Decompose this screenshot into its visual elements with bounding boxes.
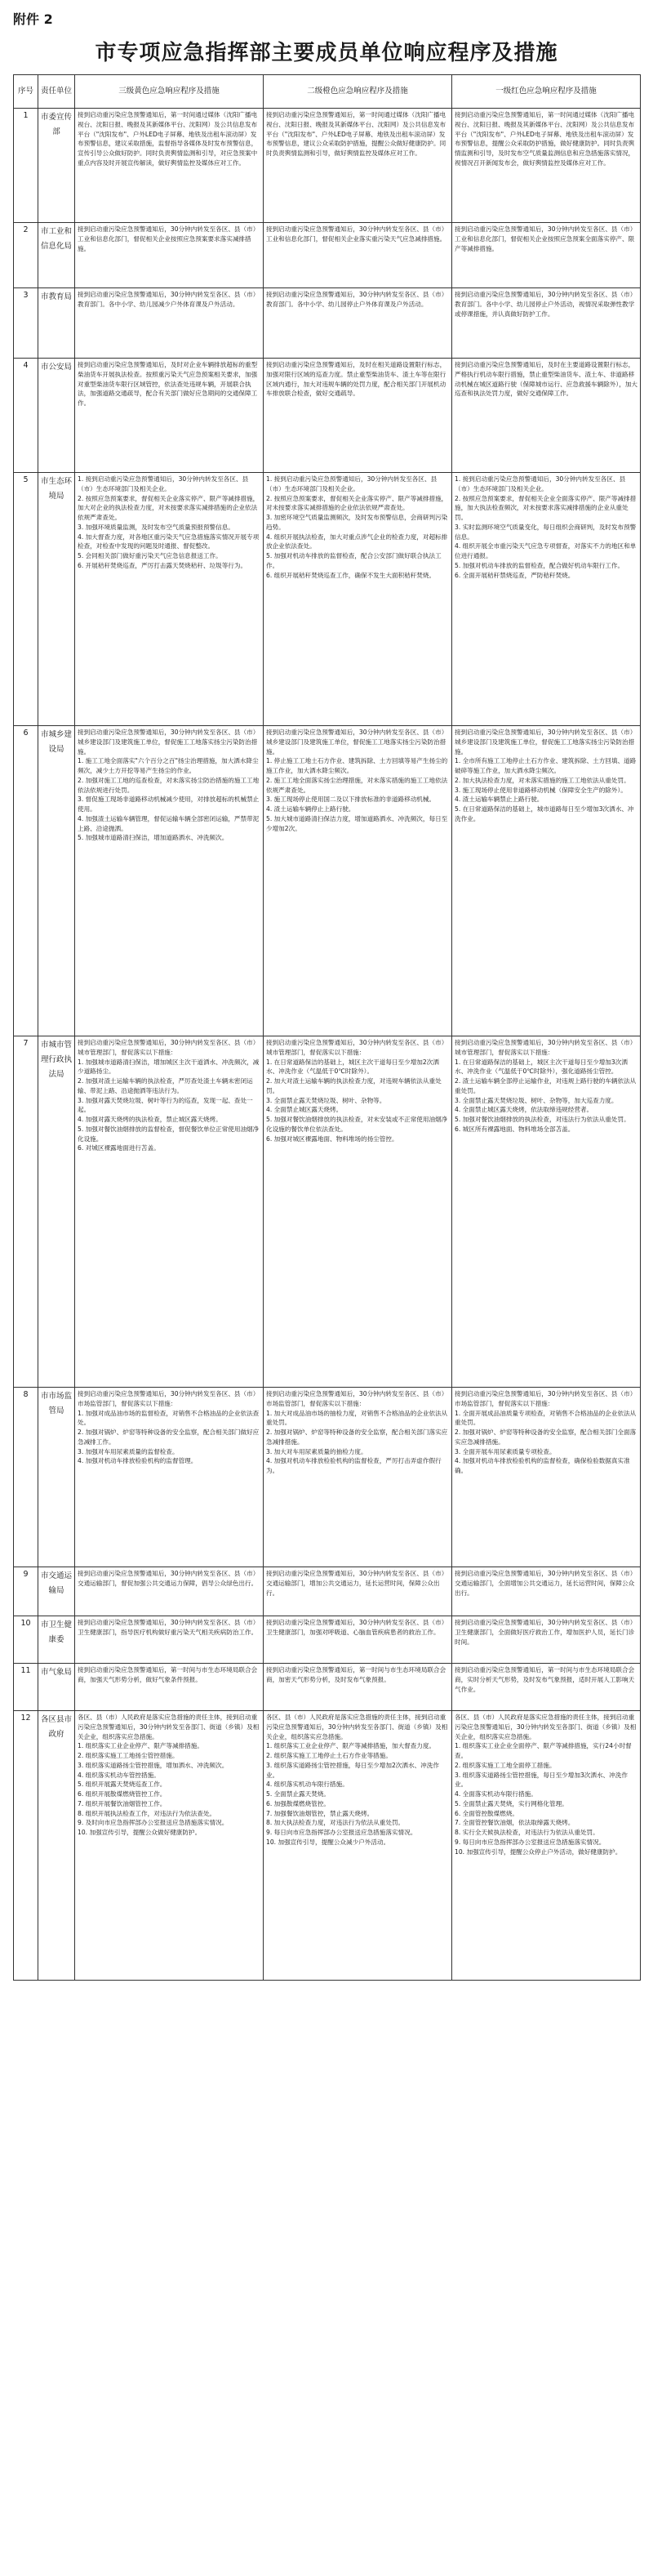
row-seq: 4 [14, 359, 38, 473]
row-level1: 接到启动重污染应急预警通知后，30分钟内转发至各区、县（市）城乡建设部门及建筑施工单位，督促施工工地落实扬尘污染防治措施。 1. 全市所有施工工地停止土石方作业、建筑拆除、土方回填、道路破碎等施工作业，加大洒水降尘频次。 2. 加大执法检查力度，对未落实措施的施工工地依法从重处罚。 3. 施工现场停止使用非道路移动机械（保障安全生产的除外）。 4. 渣土运输车辆禁止上路行驶。 5. 在日常道路保洁的基础上，城市道路每日至少增加3次洒水、冲洗作业。 [452, 726, 641, 1036]
row-seq: 3 [14, 288, 38, 359]
row-seq: 9 [14, 1567, 38, 1616]
row-level2: 接到启动重污染应急预警通知后，30分钟内转发至各区、县（市）工业和信息化部门，督促相关企业落实重污染天气应急减排措施。 [264, 223, 452, 288]
table-row [14, 726, 641, 1036]
table-row [14, 109, 641, 223]
row-level3: 接到启动重污染应急预警通知后，第一时间与市生态环境局联合会商，加强天气形势分析，做好气象条件预报。 [75, 1664, 264, 1711]
row-level2: 接到启动重污染应急预警通知后，第一时间与市生态环境局联合会商，加密天气形势分析，及时发布气象预报。 [264, 1664, 452, 1711]
table-row [14, 1036, 641, 1388]
row-level1: 接到启动重污染应急预警通知后，30分钟内转发至各区、县（市）城市管理部门，督促落实以下措施： 1. 在日常道路保洁的基础上，城区主次干道每日至少增加3次洒水、冲洗作业（气温低于0℃时除外），强化道路扬尘管控。 2. 渣土运输车辆全部停止运输作业，对违规上路行驶的车辆依法从重处罚。 3. 全面禁止露天焚烧垃圾、树叶、杂物等，加大巡查力度。 4. 全面禁止城区露天烧烤，依法取缔违规经营者。 5. 加强对餐饮油烟排放的执法检查，对违法行为依法从重处罚。 6. 城区所有裸露地面、物料堆场全部苫盖。 [452, 1036, 641, 1388]
row-level3: 接到启动重污染应急预警通知后，30分钟内转发至各区、县（市）工业和信息化部门，督促相关企业按照应急预案要求落实减排措施。 [75, 223, 264, 288]
row-level3: 接到启动重污染应急预警通知后，30分钟内转发至各区、县（市）卫生健康部门，指导医疗机构做好重污染天气相关疾病防治工作。 [75, 1616, 264, 1664]
header-seq: 序号 [14, 75, 38, 109]
row-unit: 市工业和信息化局 [38, 223, 75, 288]
row-level2: 接到启动重污染应急预警通知后，30分钟内转发至各区、县（市）市场监管部门，督促落实以下措施： 1. 加大对成品油市场的抽检力度，对销售不合格油品的企业依法从重处罚。 2. 加强对锅炉、炉窑等特种设备的安全监察，配合相关部门落实应急减排措施。 3. 加大对车用尿素质量的抽检力度。 4. 加强对机动车排放检验机构的监督检查，严厉打击弄虚作假行为。 [264, 1388, 452, 1567]
table-row [14, 1664, 641, 1711]
row-level1: 接到启动重污染应急预警通知后，及时在主要道路设置限行标志，严格执行机动车限行措施，禁止重型柴油货车、渣土车、非道路移动机械在城区道路行驶（保障城市运行、应急救援车辆除外），加大巡查和执法处罚力度，做好交通保障工作。 [452, 359, 641, 473]
row-unit: 市城乡建设局 [38, 726, 75, 1036]
row-seq: 12 [14, 1711, 38, 1981]
row-level3: 接到启动重污染应急预警通知后，30分钟内转发至各区、县（市）教育部门。各中小学、幼儿园减少户外体育课及户外活动。 [75, 288, 264, 359]
row-level1: 接到启动重污染应急预警通知后，30分钟内转发至各区、县（市）卫生健康部门，全面做好医疗救治工作，增加医护人员，延长门诊时间。 [452, 1616, 641, 1664]
row-level2: 接到启动重污染应急预警通知后，30分钟内转发至各区、县（市）卫生健康部门，加强对呼吸道、心脑血管疾病患者的救治工作。 [264, 1616, 452, 1664]
table-row [14, 473, 641, 726]
page-title: 市专项应急指挥部主要成员单位响应程序及措施 [95, 41, 558, 65]
table-row [14, 359, 641, 473]
row-unit: 市教育局 [38, 288, 75, 359]
row-unit: 市市场监管局 [38, 1388, 75, 1567]
header-level2: 二级橙色应急响应程序及措施 [264, 75, 452, 109]
row-seq: 7 [14, 1036, 38, 1388]
row-level2: 接到启动重污染应急预警通知后，及时在相关道路设置限行标志，加强对限行区域的巡查力度。禁止重型柴油货车、渣土车等在限行区域内通行，加大对违规车辆的处罚力度，配合相关部门开展机动车排放联合检查，做好交通疏导。 [264, 359, 452, 473]
table-row [14, 1616, 641, 1664]
row-seq: 5 [14, 473, 38, 726]
row-unit: 市交通运输局 [38, 1567, 75, 1616]
row-unit: 市公安局 [38, 359, 75, 473]
row-level2: 1. 接到启动重污染应急预警通知后，30分钟内转发至各区、县（市）生态环境部门及相关企业。 2. 按照应急预案要求，督促相关企业落实停产、限产等减排措施，对未按要求落实减排措施的企业依法依规严肃查处。 3. 加密环境空气质量监测频次，及时发布预警信息，会商研判污染趋势。 4. 组织开展执法检查，加大对重点涉气企业的检查力度，对超标排放企业依法查处。 5. 加强对机动车排放的监督检查，配合公安部门做好联合执法工作。 6. 组织开展秸秆焚烧巡查工作，确保不发生大面积秸秆焚烧。 [264, 473, 452, 726]
row-level3: 1. 接到启动重污染应急预警通知后，30分钟内转发至各区、县（市）生态环境部门及相关企业。 2. 按照应急预案要求，督促相关企业落实停产、限产等减排措施，加大对企业的执法检查力度，对未按要求落实减排措施的企业依法依规严肃查处。 3. 加强环境质量监测，及时发布空气质量预报预警信息。 4. 加大督查力度，对各地区重污染天气应急措施落实情况开展专项检查，对检查中发现的问题及时通报、督促整改。 5. 会同相关部门做好重污染天气应急信息报送工作。 6. 开展秸秆焚烧巡查，严厉打击露天焚烧秸秆、垃圾等行为。 [75, 473, 264, 726]
row-level3: 接到启动重污染应急预警通知后，及时对企业车辆排放超标的重型柴油货车开展执法检查。按照重污染天气应急预案相关要求，加强对重型柴油货车限行区域管控，依法查处违规车辆，开展联合执法，加强道路交通疏导，配合有关部门做好应急期间的交通保障工作。 [75, 359, 264, 473]
row-level1: 接到启动重污染应急预警通知后，30分钟内转发至各区、县（市）市场监管部门，督促落实以下措施： 1. 全面开展成品油质量专项检查，对销售不合格油品的企业依法从重处罚。 2. 加强对锅炉、炉窑等特种设备的安全监察，配合相关部门全面落实应急减排措施。 3. 全面开展车用尿素质量专项检查。 4. 加强对机动车排放检验机构的监督检查，确保检验数据真实准确。 [452, 1388, 641, 1567]
row-level1: 接到启动重污染应急预警通知后，第一时间通过媒体（沈阳广播电视台、沈阳日报、晚报及其新媒体平台、沈阳网）及公共信息发布平台（"沈阳发布"、户外LED电子屏幕、地铁及出租车滚动屏）发布预警信息，提醒公众采取防护措施，做好健康防护。同时负责舆情监测和引导，及时发布空气质量监测信息和应急措施落实情况，视情况召开新闻发布会，做好舆情监控及媒体应对工作。 [452, 109, 641, 223]
header-unit: 责任单位 [38, 75, 75, 109]
header-level3: 三级黄色应急响应程序及措施 [75, 75, 264, 109]
row-level1: 接到启动重污染应急预警通知后，30分钟内转发至各区、县（市）工业和信息化部门，督促相关企业按照应急预案全面落实停产、限产等减排措施。 [452, 223, 641, 288]
row-level3: 接到启动重污染应急预警通知后，第一时间通过媒体（沈阳广播电视台、沈阳日报、晚报及其新媒体平台、沈阳网）及公共信息发布平台（"沈阳发布"、户外LED电子屏幕、地铁及出租车滚动屏）发布预警信息，建议采取措施，监督指导各媒体及时发布预警信息，宣传引导公众做好防护。同时负责舆情监测和引导，对应急预案中重点内容及时开展宣传解读，做好舆情监控及媒体应对工作。 [75, 109, 264, 223]
row-level3: 接到启动重污染应急预警通知后，30分钟内转发至各区、县（市）城乡建设部门及建筑施工单位，督促施工工地落实扬尘污染防治措施。 1. 施工工地全面落实"六个百分之百"扬尘治理措施，加大洒水降尘频次，减少土方开挖等易产生扬尘的作业。 2. 加强对施工工地的巡查检查，对未落实扬尘防治措施的施工工地依法依规进行处罚。 3. 督促施工现场非道路移动机械减少使用，对排放超标的机械禁止使用。 4. 加强渣土运输车辆管理，督促运输车辆全部密闭运输，严禁带泥上路、沿途抛洒。 5. 加强城市道路清扫保洁，增加道路洒水、冲洗频次。 [75, 726, 264, 1036]
row-level3: 接到启动重污染应急预警通知后，30分钟内转发至各区、县（市）市场监管部门，督促落实以下措施： 1. 加强对成品油市场的监督检查，对销售不合格油品的企业依法查处。 2. 加强对锅炉、炉窑等特种设备的安全监察，配合相关部门做好应急减排工作。 3. 加强对车用尿素质量的监督检查。 4. 加强对机动车排放检验机构的监督管理。 [75, 1388, 264, 1567]
row-seq: 2 [14, 223, 38, 288]
row-level2: 接到启动重污染应急预警通知后，第一时间通过媒体（沈阳广播电视台、沈阳日报、晚报及其新媒体平台、沈阳网）及公共信息发布平台（"沈阳发布"、户外LED电子屏幕、地铁及出租车滚动屏）发布预警信息，建议公众采取防护措施，提醒公众做好健康防护。同时负责舆情监测和引导，做好舆情监控及媒体应对工作。 [264, 109, 452, 223]
table-row [14, 1711, 641, 1981]
row-seq: 6 [14, 726, 38, 1036]
response-measures-table [13, 74, 641, 1981]
table-row [14, 223, 641, 288]
table-row [14, 1388, 641, 1567]
table-header-row [14, 75, 641, 109]
row-level3: 接到启动重污染应急预警通知后，30分钟内转发至各区、县（市）交通运输部门，督促加强公共交通运力保障，倡导公众绿色出行。 [75, 1567, 264, 1616]
row-level1: 各区、县（市）人民政府是落实应急措施的责任主体，接到启动重污染应急预警通知后，30分钟内转发至各部门、街道（乡镇）及相关企业，组织落实应急措施。 1. 组织落实工业企业全面停产、限产等减排措施，实行24小时督查。 2. 组织落实施工工地全面停工措施。 3. 组织落实道路扬尘管控措施，每日至少增加3次洒水、冲洗作业。 4. 全面落实机动车限行措施。 5. 全面禁止露天焚烧，实行网格化管理。 6. 全面管控散煤燃烧。 7. 全面管控餐饮油烟，依法取缔露天烧烤。 8. 实行全天候执法检查，对违法行为依法从重处罚。 9. 每日向市应急指挥部办公室报送应急措施落实情况。 10. 加强宣传引导，提醒公众停止户外活动，做好健康防护。 [452, 1711, 641, 1981]
table-row [14, 1567, 641, 1616]
row-level1: 接到启动重污染应急预警通知后，30分钟内转发至各区、县（市）教育部门。各中小学、幼儿园停止户外活动，视情况采取弹性教学或停课措施，并认真做好防护工作。 [452, 288, 641, 359]
row-seq: 11 [14, 1664, 38, 1711]
row-level2: 各区、县（市）人民政府是落实应急措施的责任主体，接到启动重污染应急预警通知后，30分钟内转发至各部门、街道（乡镇）及相关企业，组织落实应急措施。 1. 组织落实工业企业停产、限产等减排措施，加大督查力度。 2. 组织落实施工工地停止土石方作业等措施。 3. 组织落实道路扬尘管控措施，每日至少增加2次洒水、冲洗作业。 4. 组织落实机动车限行措施。 5. 全面禁止露天焚烧。 6. 加强散煤燃烧管控。 7. 加强餐饮油烟管控，禁止露天烧烤。 8. 加大执法检查力度，对违法行为依法从重处罚。 9. 每日向市应急指挥部办公室报送应急措施落实情况。 10. 加强宣传引导，提醒公众减少户外活动。 [264, 1711, 452, 1981]
row-unit: 各区县市政府 [38, 1711, 75, 1981]
row-level1: 接到启动重污染应急预警通知后，第一时间与市生态环境局联合会商，实时分析天气形势，及时发布气象预报，适时开展人工影响天气作业。 [452, 1664, 641, 1711]
row-level1: 接到启动重污染应急预警通知后，30分钟内转发至各区、县（市）交通运输部门，全面增加公共交通运力，延长运营时间，保障公众出行。 [452, 1567, 641, 1616]
row-level1: 1. 接到启动重污染应急预警通知后，30分钟内转发至各区、县（市）生态环境部门及相关企业。 2. 按照应急预案要求，督促相关企业全面落实停产、限产等减排措施，加大执法检查频次，对未按要求落实减排措施的企业从重处罚。 3. 实时监测环境空气质量变化，每日组织会商研判，及时发布预警信息。 4. 组织开展全市重污染天气应急专项督查，对落实不力的地区和单位进行通报。 5. 加强对机动车排放的监督检查，配合做好机动车限行工作。 6. 全面开展秸秆禁烧巡查，严防秸秆焚烧。 [452, 473, 641, 726]
row-level2: 接到启动重污染应急预警通知后，30分钟内转发至各区、县（市）城乡建设部门及建筑施工单位，督促施工工地落实扬尘污染防治措施。 1. 停止施工工地土石方作业、建筑拆除、土方回填等易产生扬尘的施工作业，加大洒水降尘频次。 2. 施工工地全面落实扬尘治理措施，对未落实措施的施工工地依法依规严肃查处。 3. 施工现场停止使用国二及以下排放标准的非道路移动机械。 4. 渣土运输车辆停止上路行驶。 5. 加大城市道路清扫保洁力度，增加道路洒水、冲洗频次，每日至少增加2次。 [264, 726, 452, 1036]
header-level1: 一级红色应急响应程序及措施 [452, 75, 641, 109]
row-seq: 1 [14, 109, 38, 223]
row-level2: 接到启动重污染应急预警通知后，30分钟内转发至各区、县（市）交通运输部门，增加公共交通运力，延长运营时间，保障公众出行。 [264, 1567, 452, 1616]
row-unit: 市委宣传部 [38, 109, 75, 223]
row-level2: 接到启动重污染应急预警通知后，30分钟内转发至各区、县（市）教育部门。各中小学、幼儿园停止户外体育课及户外活动。 [264, 288, 452, 359]
row-unit: 市卫生健康委 [38, 1616, 75, 1664]
table-row [14, 288, 641, 359]
row-unit: 市生态环境局 [38, 473, 75, 726]
row-unit: 市气象局 [38, 1664, 75, 1711]
attachment-label: 附件 2 [13, 11, 53, 27]
row-level2: 接到启动重污染应急预警通知后，30分钟内转发至各区、县（市）城市管理部门，督促落实以下措施： 1. 在日常道路保洁的基础上，城区主次干道每日至少增加2次洒水、冲洗作业（气温低于0℃时除外）。 2. 加大对渣土运输车辆的执法检查力度，对违规车辆依法从重处罚。 3. 全面禁止露天焚烧垃圾、树叶、杂物等。 4. 全面禁止城区露天烧烤。 5. 加强对餐饮油烟排放的执法检查，对未安装或不正常使用油烟净化设施的餐饮单位依法查处。 6. 加强对城区裸露地面、物料堆场的扬尘管控。 [264, 1036, 452, 1388]
row-level3: 接到启动重污染应急预警通知后，30分钟内转发至各区、县（市）城市管理部门，督促落实以下措施： 1. 加强城市道路清扫保洁，增加城区主次干道洒水、冲洗频次，减少道路扬尘。 2. 加强对渣土运输车辆的执法检查，严厉查处渣土车辆未密闭运输、带泥上路、沿途抛洒等违法行为。 3. 加强对露天焚烧垃圾、树叶等行为的巡查，发现一起、查处一起。 4. 加强对露天烧烤的执法检查，禁止城区露天烧烤。 5. 加强对餐饮油烟排放的监督检查，督促餐饮单位正常使用油烟净化设施。 6. 对城区裸露地面进行苫盖。 [75, 1036, 264, 1388]
row-seq: 8 [14, 1388, 38, 1567]
row-seq: 10 [14, 1616, 38, 1664]
row-level3: 各区、县（市）人民政府是落实应急措施的责任主体，接到启动重污染应急预警通知后，30分钟内转发至各部门、街道（乡镇）及相关企业，组织落实应急措施。 1. 组织落实工业企业停产、限产等减排措施。 2. 组织落实施工工地扬尘管控措施。 3. 组织落实道路扬尘管控措施，增加洒水、冲洗频次。 4. 组织落实机动车管控措施。 5. 组织开展露天焚烧巡查工作。 6. 组织开展散煤燃烧管控工作。 7. 组织开展餐饮油烟管控工作。 8. 组织开展执法检查工作，对违法行为依法查处。 9. 及时向市应急指挥部办公室报送应急措施落实情况。 10. 加强宣传引导，提醒公众做好健康防护。 [75, 1711, 264, 1981]
row-unit: 市城市管理行政执法局 [38, 1036, 75, 1388]
